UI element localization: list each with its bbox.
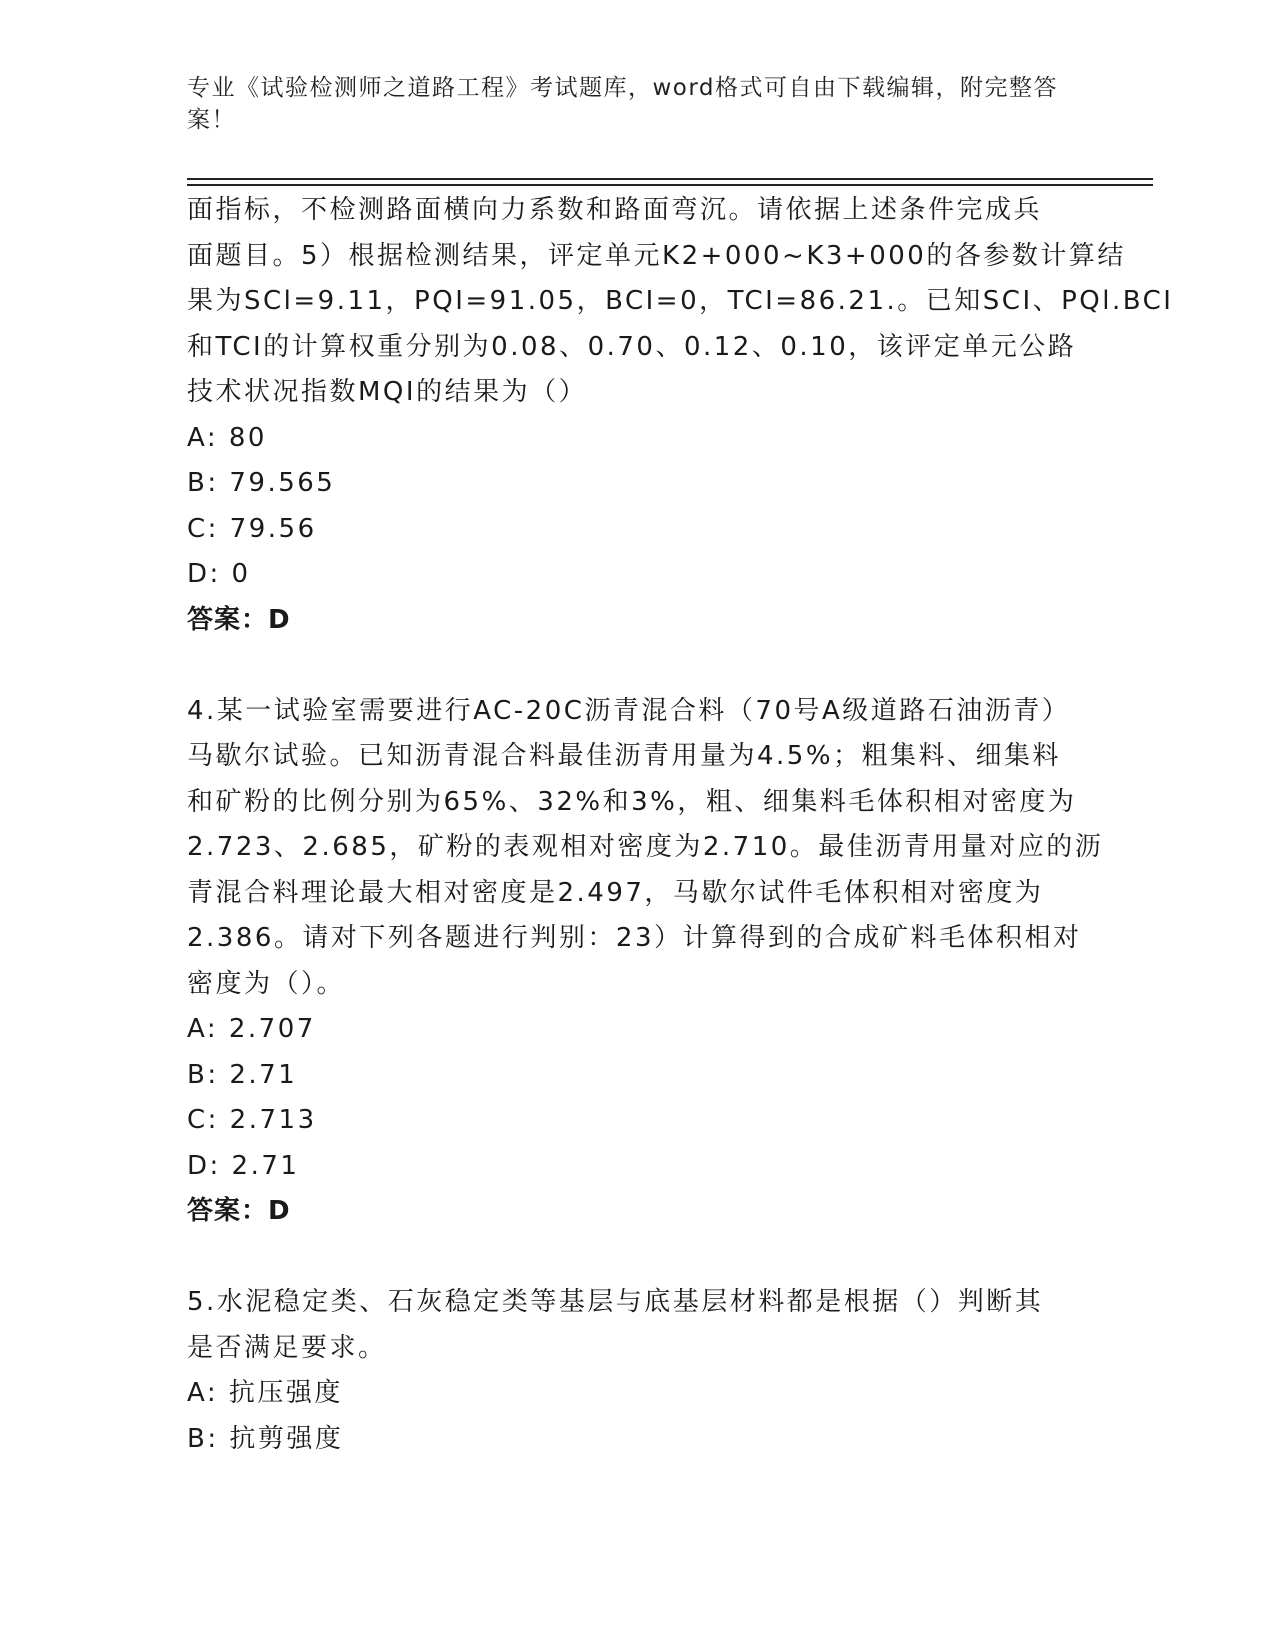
question-3-tail — [187, 188, 1174, 643]
header-line-2: 案！ — [187, 107, 236, 133]
option-d: D: 0 — [187, 559, 251, 589]
question-text-line: 果为SCl=9.11，PQI=91.05，BCI=0，TCI=86.21.。已知SCI、PQl.BCI — [187, 286, 1174, 316]
option-c: C: 79.56 — [187, 513, 317, 544]
question-text-line: 和TCI的计算权重分别为0.08、0.70、0.12、0.10，该评定单元公路 — [187, 331, 1077, 362]
question-text-line: 面指标，不检测路面横向力系数和路面弯沉。请依据上述条件完成兵 — [187, 195, 1043, 225]
document-body — [187, 188, 1174, 1462]
answer-line: 答案：D — [187, 1196, 291, 1226]
question-text-line: 青混合料理论最大相对密度是2.497，马歇尔试件毛体积相对密度为 — [187, 877, 1044, 908]
option-a: A: 抗压强度 — [187, 1378, 343, 1408]
option-a: A: 2.707 — [187, 1014, 316, 1044]
question-text-line: 技术状况指数MQI的结果为（） — [187, 377, 588, 407]
question-text-line: 2.386。请对下列各题进行判别：23）计算得到的合成矿料毛体积相对 — [187, 923, 1082, 953]
question-text-line: 马歇尔试验。已知沥青混合料最佳沥青用量为4.5%；粗集料、细集料 — [187, 741, 1062, 771]
question-5 — [187, 1280, 1087, 1462]
option-d: D: 2.71 — [187, 1150, 300, 1181]
question-text-line: 密度为（）。 — [187, 968, 346, 999]
option-a: A: 80 — [187, 422, 267, 453]
question-text-line: 5.水泥稳定类、石灰稳定类等基层与底基层材料都是根据（）判断其 — [187, 1287, 1044, 1317]
header-divider-bottom — [187, 184, 1153, 186]
option-b: B: 抗剪强度 — [187, 1423, 344, 1454]
question-text-line: 面题目。5）根据检测结果，评定单元K2+000~K3+000的各参数计算结 — [187, 240, 1126, 271]
option-c: C: 2.713 — [187, 1105, 317, 1135]
option-b: B: 79.565 — [187, 468, 336, 498]
question-text-line: 是否满足要求。 — [187, 1332, 387, 1363]
question-spacer — [187, 643, 1087, 689]
header-divider-top — [187, 178, 1153, 180]
question-text-line: 2.723、2.685，矿粉的表观相对密度为2.710。最佳沥青用量对应的沥 — [187, 832, 1104, 862]
question-text-line: 4.某一试验室需要进行AC-20C沥青混合料（70号A级道路石油沥青） — [187, 695, 1071, 726]
question-spacer — [187, 1235, 1087, 1281]
document-header — [187, 72, 1067, 136]
answer-line: 答案：D — [187, 604, 291, 635]
question-4 — [187, 689, 1104, 1235]
header-line-1: 专业《试验检测师之道路工程》考试题库，word格式可自由下载编辑，附完整答 — [187, 75, 1059, 101]
question-text-line: 和矿粉的比例分别为65%、32%和3%，粗、细集料毛体积相对密度为 — [187, 786, 1077, 817]
option-b: B: 2.71 — [187, 1059, 298, 1090]
